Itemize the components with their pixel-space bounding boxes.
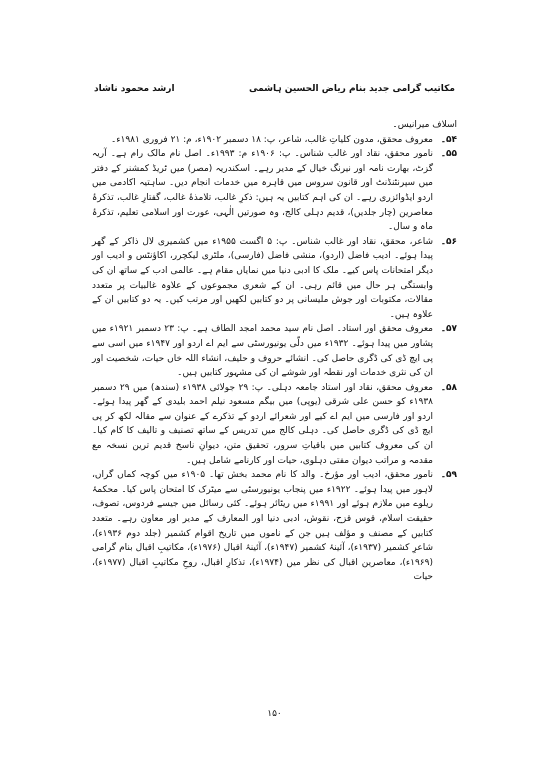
note-number: ۵۷۔ [440,324,457,335]
page-number: ۱۵۰ [267,709,282,719]
note-57 [92,322,457,380]
note-text: نامور محقق، ادیب اور مؤرخ۔ والد کا نام محمد بخش تھا۔ ۱۹۰۵ء میں کوچہ کماں گراں، لاہور میں پیدا ہوئے۔ ۱۹۲۲ء میں پنجاب یونیورسٹی سے میٹرک کا امتحان پاس کیا۔ محکمۂ ریلوے میں ملازم ہوئے اور ۱۹۹۱ء میں ریٹائر ہوئے۔ کئی رسائل میں جیسے فردوس، تصوف، حقیقت اسلام، قوس قزح، نقوش، ادبی دنیا اور المعارف کے مدیر اور معاون رہے۔ متعدد کتابیں کے مصنف و مؤلف ہیں جن کے ناموں میں تاریخ اقوام کشمیر (جلد دوم ۱۹۳۶ء)، شاعرِ کشمیر (۱۹۳۷ء)، آئینۂ کشمیر (۱۹۴۷ء)، آئینۂ اقبال (۱۹۷۶ء)، مکاتیبِ اقبال بنام گرامی (۱۹۶۹ء)، معاصرین اقبال کی نظر میں (۱۹۷۴ء)، تذکارِ اقبال، روحِ مکاتیبِ اقبال (۱۹۷۷ء)، حیات [92,470,434,583]
note-58 [92,381,457,469]
note-text: معروف محقق اور استاد۔ اصل نام سید محمد امجد الطاف ہے۔ پ: ۲۳ دسمبر ۱۹۲۱ء میں پشاور میں پیدا ہوئے۔ ۱۹۳۲ء میں دلّی یونیورسٹی سے ایم اے اردو اور ۱۹۴۷ء میں اسی سے پی ایچ ڈی کی ڈگری حاصل کی۔ انشائے حروف و حلیف، انشاء اللہ خاں حیات، شخصیت اور ان کی نثری خدمات اور نقطہ اور شوشے ان کی مشہور کتابیں ہیں۔ [92,324,434,379]
note-number: ۵۹۔ [440,470,457,481]
header-title: مکاتیب گرامی جدید بنام ریاض الحسین ہاشمی [248,84,455,94]
footnotes-body [92,118,457,585]
header-author: ارشد محمود ناشاد [94,84,175,94]
note-55 [92,147,457,235]
note-number: ۵۶۔ [440,236,457,247]
note-number: ۵۴۔ [440,134,457,145]
note-text: معروف محقق، مدون کلیاتِ غالب، شاعر، پ: ۱۸ دسمبر ۱۹۰۲ء، م: ۲۱ فروری ۱۹۸۱ء۔ [111,134,433,145]
note-56 [92,235,457,323]
note-text: شاعر، محقق، نقاد اور غالب شناس۔ پ: ۵ اگست ۱۹۵۵ء میں کشمیری لال ذاکر کے گھر پیدا ہوئے۔ ادیب فاضل (اردو)، منشی فاضل (فارسی)، ملٹری لیکچرر، اکاؤنٹس و ادیب اور دیگر امتحانات پاس کیے۔ ملک کا ادبی دنیا میں نمایاں مقام ہے۔ عالمی ادب کے ساتھ ان کی وابستگی ہر حال میں قائم رہی۔ ان کے شعری مجموعوں کے علاوہ غالبیات پر متعدد مقالات، مکتوبات اور جوش ملیسانی پر دو کتابیں لکھیں اور مرتب کیں۔ یہ دو کتابیں ان کے علاوہ ہیں۔ [92,236,434,320]
note-54 [92,133,457,148]
note-number: ۵۵۔ [440,149,457,160]
note-59 [92,468,457,585]
continuation-line: اسلاف میرانیس۔ [392,120,457,130]
note-text: نامور محقق، نقاد اور غالب شناس۔ پ: ۱۹۰۶ء م: ۱۹۹۳ء۔ اصل نام مالک رام ہے۔ آریہ گزٹ، بھارت نامہ اور نیرنگ خیال کے مدیر رہے۔ اسکندریہ (مصر) میں ٹریڈ کمشنر کے دفتر میں سپرنٹنڈنٹ اور قانون سروس میں قاہرہ میں خدمات انجام دیں۔ ساہتیہ اکادمی میں اردو ایڈوائزری رہے۔ ان کی اہم کتابیں یہ ہیں: ذکرِ غالب، تلامذۂ غالب، گفتارِ غالب، تذکرۂ معاصرین (چار جلدیں)، قدیم دہلی کالج، وہ صورتیں الٰہی، عورت اور اسلامی تعلیم، تذکرۂ ماہ و سال۔ [92,149,433,233]
running-header [94,84,455,94]
note-number: ۵۸۔ [440,382,457,393]
note-text: معروف محقق، نقاد اور استاد جامعہ دہلی۔ پ: ۲۹ جولائی ۱۹۳۸ء (سندھ) میں ۲۹ دسمبر ۱۹۳۸ء کو حسن علی شرقی (یوپی) میں بیگم مسعود نیلم احمد بلیدی کے گھر پیدا ہوئے۔ اردو اور فارسی میں ایم اے کیے اور شعرائے اردو کے تذکرے کے عنوان سے مقالہ لکھ کر پی ایچ ڈی کی ڈگری حاصل کی۔ دہلی کالج میں تدریس کے ساتھ تصنیف و تالیف کا کام کیا۔ ان کی معروف کتابیں میں باقیاتِ سرور، تحقیق متن، دیوانِ ناسخ قدیم ترین نسخہ مع مقدمہ و مراتب دیوان مفتی دہلوی، حیات اور کارنامے شامل ہیں۔ [92,382,434,466]
